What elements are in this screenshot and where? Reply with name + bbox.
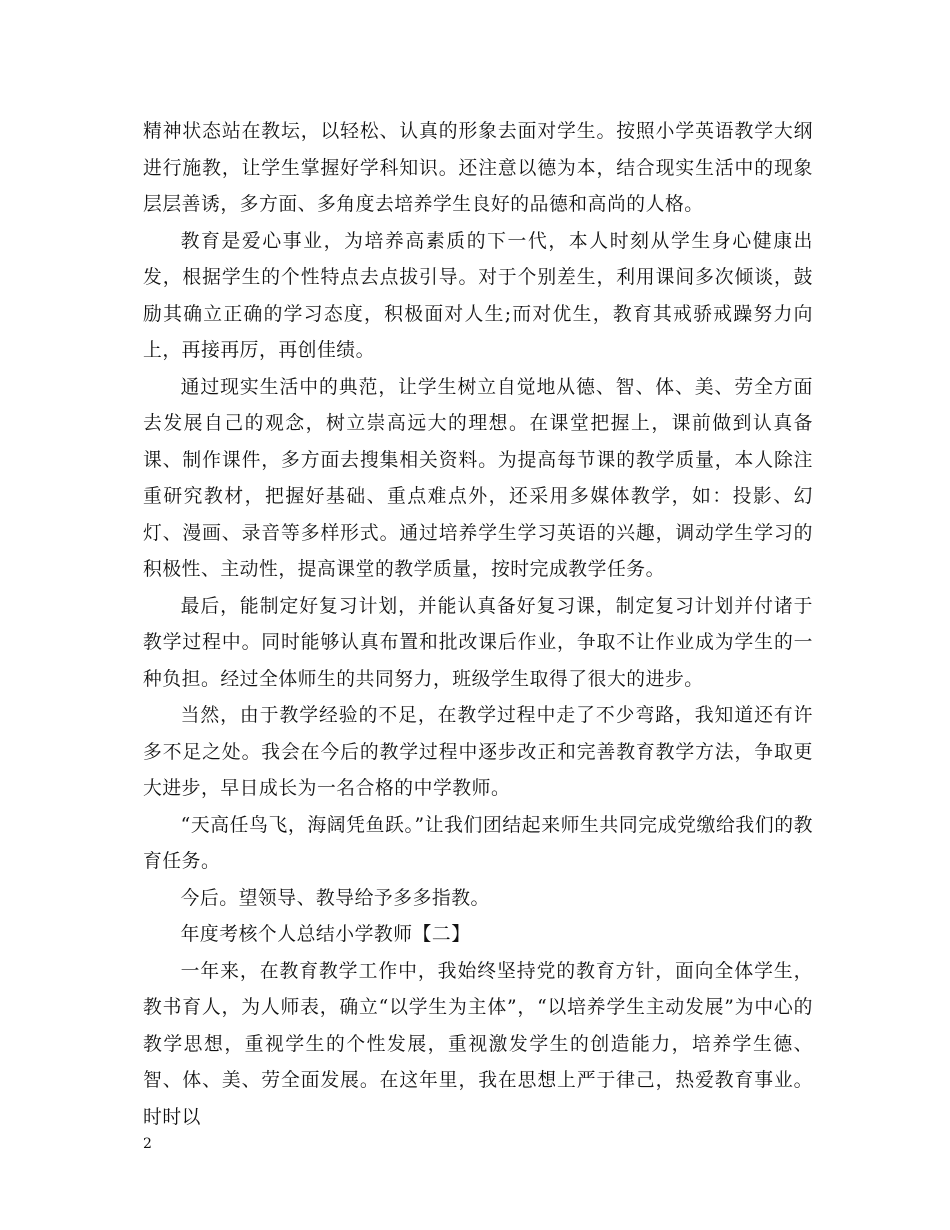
paragraph: 一年来，在教育教学工作中，我始终坚持党的教育方针，面向全体学生，教书育人，为人师表，确立“以学生为主体”，“以培养学生主动发展”为中心的教学思想，重视学生的个性发展，重视激发学生的创造能力，培养学生德、智、体、美、劳全面发展。在这年里，我在思想上严于律己，热爱教育事业。时时以 xyxy=(143,960,813,1128)
page-number: 2 xyxy=(143,1136,152,1152)
paragraph: 通过现实生活中的典范，让学生树立自觉地从德、智、体、美、劳全方面去发展自己的观念，树立崇高远大的理想。在课堂把握上，课前做到认真备课、制作课件，多方面去搜集相关资料。为提高每节课的教学质量，本人除注重研究教材，把握好基础、重点难点外，还采用多媒体教学，如：投影、幻灯、漫画、录音等多样形式。通过培养学生学习英语的兴趣，调动学生学习的积极性、主动性，提高课堂的教学质量，按时完成教学任务。 xyxy=(143,376,813,580)
paragraph: 今后。望领导、教导给予多多指教。 xyxy=(180,887,490,909)
section-heading: 年度考核个人总结小学教师【二】 xyxy=(180,924,471,945)
paragraph: 教育是爱心事业，为培养高素质的下一代，本人时刻从学生身心健康出发，根据学生的个性特点去点拔引导。对于个别差生，利用课间多次倾谈，鼓励其确立正确的学习态度，积极面对人生;而对优生，教育其戒骄戒躁努力向上，再接再厉，再创佳绩。 xyxy=(143,230,813,361)
paragraph: “天高任鸟飞，海阔凭鱼跃。”让我们团结起来师生共同完成党缴给我们的教育任务。 xyxy=(143,814,813,872)
paragraph: 当然，由于教学经验的不足，在教学过程中走了不少弯路，我知道还有许多不足之处。我会在今后的教学过程中逐步改正和完善教育教学方法，争取更大进步，早日成长为一名合格的中学教师。 xyxy=(143,705,813,799)
paragraph: 最后，能制定好复习计划，并能认真备好复习课，制定复习计划并付诸于教学过程中。同时能够认真布置和批改课后作业，争取不让作业成为学生的一种负担。经过全体师生的共同努力，班级学生取得了很大的进步。 xyxy=(143,595,813,690)
document-body xyxy=(143,114,813,1136)
paragraph: 精神状态站在教坛，以轻松、认真的形象去面对学生。按照小学英语教学大纲进行施教，让学生掌握好学科知识。还注意以德为本，结合现实生活中的现象层层善诱，多方面、多角度去培养学生良好的品德和高尚的人格。 xyxy=(143,121,813,215)
